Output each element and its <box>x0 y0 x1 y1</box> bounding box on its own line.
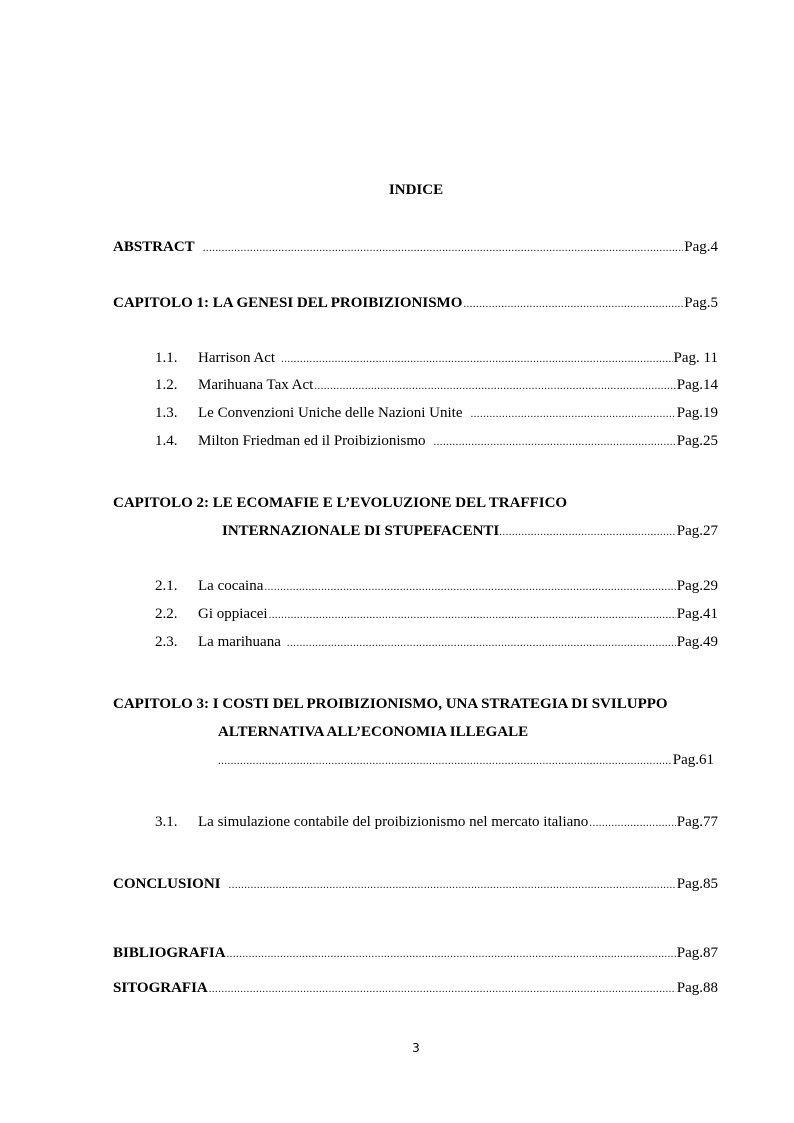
toc-section-number: 2.1. <box>155 578 178 594</box>
toc-entry-label: La cocaina <box>198 578 264 594</box>
dot-leader <box>227 944 676 964</box>
toc-section-number: 1.1. <box>155 350 178 366</box>
dot-leader <box>209 979 676 999</box>
dot-leader <box>269 605 676 625</box>
dot-leader <box>499 522 675 542</box>
toc-section-number: 1.4. <box>155 433 178 449</box>
toc-entry-label: Harrison Act <box>198 350 276 366</box>
toc-entry-label: ABSTRACT <box>113 239 195 255</box>
toc-entry-label: SITOGRAFIA <box>113 980 208 996</box>
toc-entry-page: Pag.61 <box>672 752 714 768</box>
toc-entry-abstract[interactable] <box>113 237 718 257</box>
toc-entry-section-1-3[interactable] <box>198 403 718 423</box>
toc-section-number: 2.2. <box>155 606 178 622</box>
toc-entry-page: Pag.41 <box>676 606 718 622</box>
toc-entry-section-3-1[interactable] <box>198 812 718 832</box>
toc-entry-page: Pag.29 <box>676 578 718 594</box>
page-number: 3 <box>412 1041 420 1055</box>
toc-entry-page: Pag.88 <box>676 980 718 996</box>
toc-entry-section-2-1[interactable] <box>198 576 718 596</box>
toc-entry-page: Pag.85 <box>676 876 718 892</box>
dot-leader <box>471 404 676 424</box>
toc-entry-sitografia[interactable] <box>113 978 718 998</box>
dot-leader <box>264 577 675 597</box>
toc-entry-label: Marihuana Tax Act <box>198 377 314 393</box>
dot-leader <box>463 294 683 314</box>
toc-chapter-2-title-line-1[interactable]: CAPITOLO 2: LE ECOMAFIE E L’EVOLUZIONE DEL TRAFFICO <box>113 495 568 511</box>
dot-leader <box>218 751 672 771</box>
toc-entry-label: BIBLIOGRAFIA <box>113 945 226 961</box>
toc-section-number: 1.3. <box>155 405 178 421</box>
dot-leader <box>434 432 676 452</box>
toc-entry-page: Pag. 11 <box>673 350 718 366</box>
toc-entry-label: Gi oppiacei <box>198 606 268 622</box>
toc-section-number: 2.3. <box>155 634 178 650</box>
toc-entry-page: Pag.14 <box>676 377 718 393</box>
toc-entry-page: Pag.49 <box>676 634 718 650</box>
toc-entry-page: Pag.87 <box>676 945 718 961</box>
dot-leader <box>281 349 672 369</box>
dot-leader <box>229 875 676 895</box>
toc-entry-page: Pag.27 <box>676 523 718 539</box>
toc-entry-page: Pag.5 <box>684 295 718 311</box>
toc-entry-label: Milton Friedman ed il Proibizionismo <box>198 433 426 449</box>
toc-entry-label: La marihuana <box>198 634 281 650</box>
toc-entry-section-2-3[interactable] <box>198 632 718 652</box>
toc-entry-label: INTERNAZIONALE DI STUPEFACENTI <box>222 523 500 539</box>
toc-entry-page: Pag.77 <box>676 814 718 830</box>
toc-chapter-3-title-line-2[interactable]: ALTERNATIVA ALL’ECONOMIA ILLEGALE <box>218 724 529 740</box>
toc-entry-label: CAPITOLO 1: LA GENESI DEL PROIBIZIONISMO <box>113 295 463 311</box>
toc-entry-bibliografia[interactable] <box>113 943 718 963</box>
toc-entry-conclusioni[interactable] <box>113 874 718 894</box>
toc-section-number: 1.2. <box>155 377 178 393</box>
dot-leader <box>203 238 684 258</box>
toc-entry-chapter-3[interactable] <box>218 750 714 770</box>
toc-entry-page: Pag.4 <box>684 239 718 255</box>
toc-entry-label: CONCLUSIONI <box>113 876 221 892</box>
dot-leader <box>287 633 676 653</box>
toc-title: INDICE <box>388 182 444 198</box>
toc-entry-label: La simulazione contabile del proibizionismo nel mercato italiano <box>198 814 589 830</box>
toc-entry-section-1-1[interactable] <box>198 348 718 368</box>
toc-entry-label: Le Convenzioni Uniche delle Nazioni Unite <box>198 405 463 421</box>
toc-entry-page: Pag.19 <box>676 405 718 421</box>
toc-entry-chapter-2[interactable] <box>222 521 718 541</box>
toc-entry-section-2-2[interactable] <box>198 604 718 624</box>
dot-leader <box>589 813 675 833</box>
toc-chapter-3-title-line-1[interactable]: CAPITOLO 3: I COSTI DEL PROIBIZIONISMO, UNA STRATEGIA DI SVILUPPO <box>113 696 668 712</box>
toc-entry-page: Pag.25 <box>676 433 718 449</box>
toc-entry-section-1-2[interactable] <box>198 375 718 395</box>
dot-leader <box>314 376 675 396</box>
toc-entry-section-1-4[interactable] <box>198 431 718 451</box>
toc-entry-chapter-1[interactable] <box>113 293 718 313</box>
toc-section-number: 3.1. <box>155 814 178 830</box>
